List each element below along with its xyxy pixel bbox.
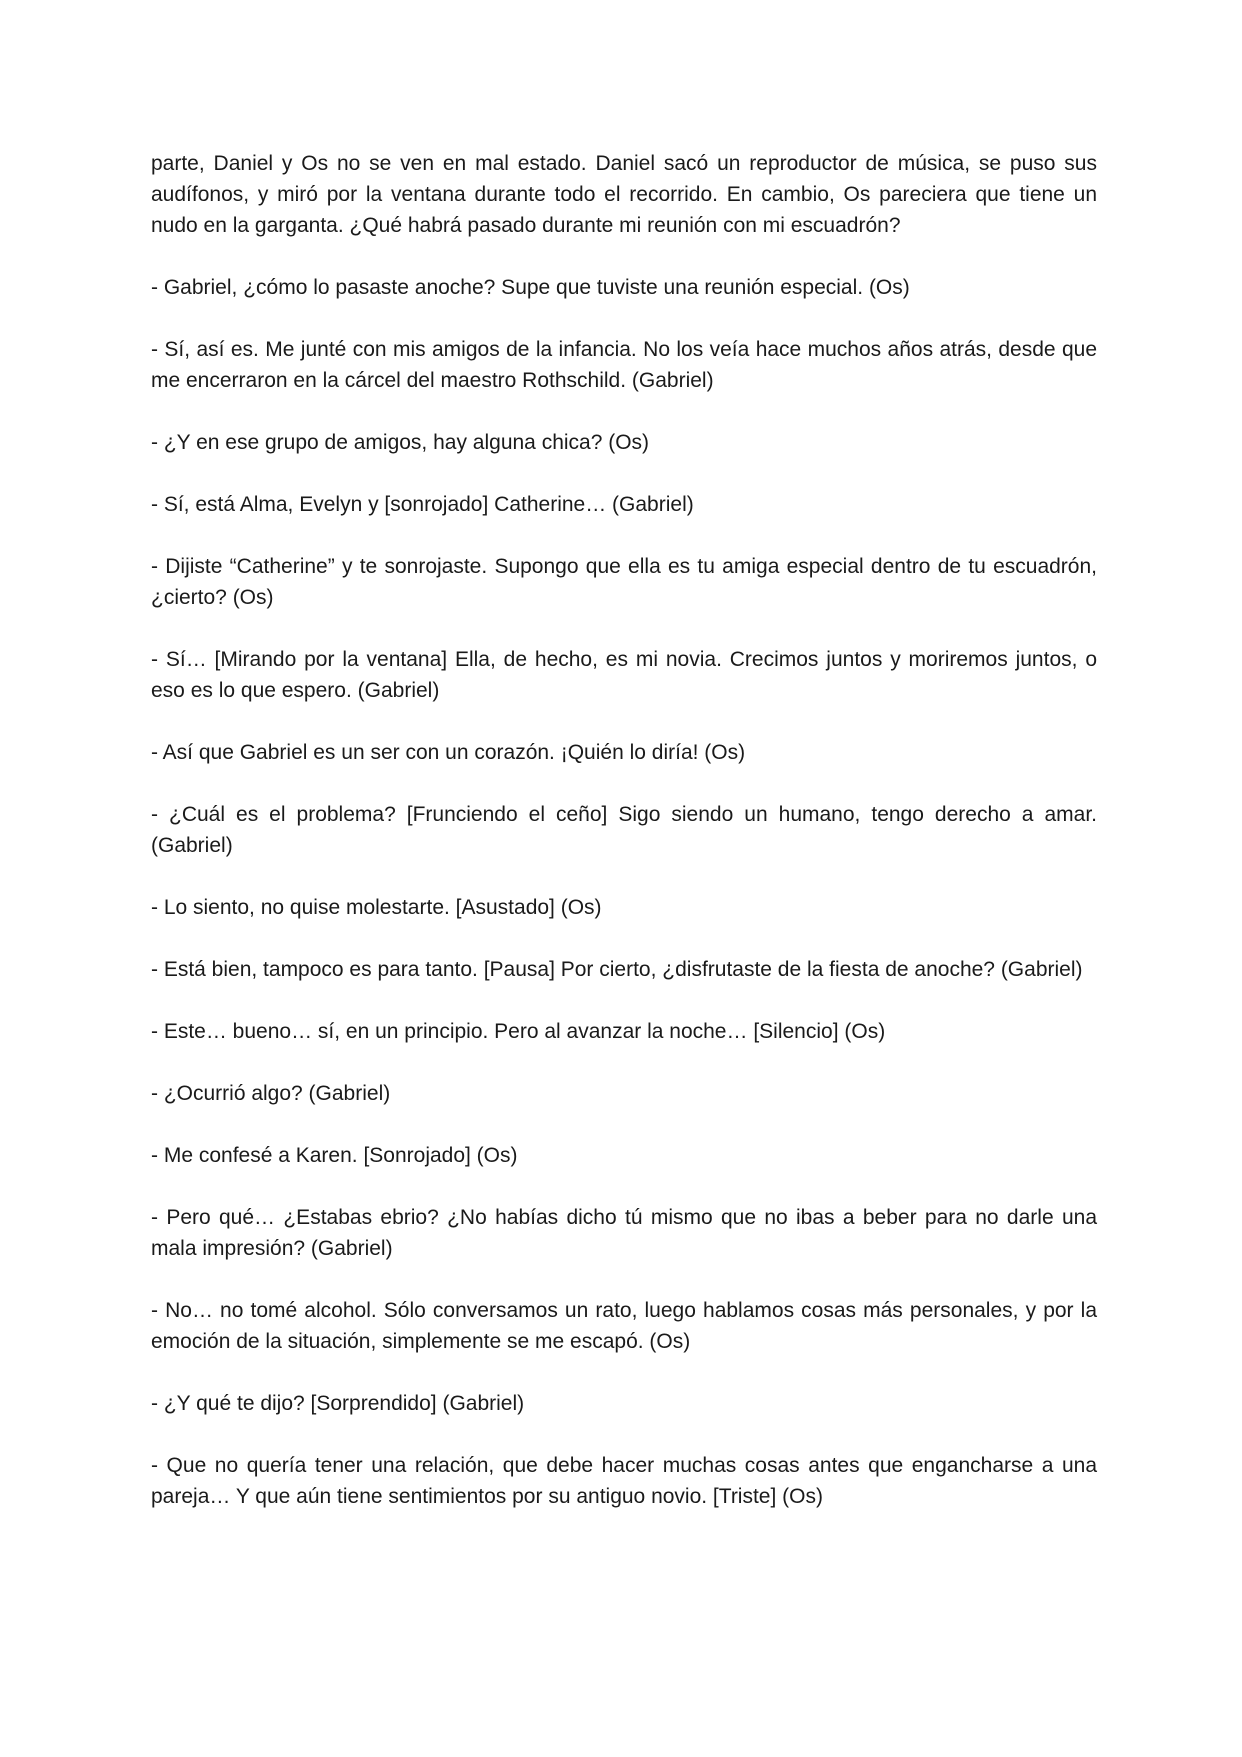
paragraph-narration: parte, Daniel y Os no se ven en mal estado. Daniel sacó un reproductor de música, se puso sus audífonos, y miró por la ventana durante todo el recorrido. En cambio, Os pareciera que tiene un nudo en la garganta. ¿Qué habrá pasado durante mi reunión con mi escuadrón? (151, 152, 1097, 237)
paragraph-dialogue: - Este… bueno… sí, en un principio. Pero al avanzar la noche… [Silencio] (Os) (151, 1020, 886, 1043)
paragraph-dialogue: - Está bien, tampoco es para tanto. [Pausa] Por cierto, ¿disfrutaste de la fiesta de anoche? (Gabriel) (151, 958, 1083, 981)
paragraph-dialogue: - Me confesé a Karen. [Sonrojado] (Os) (151, 1144, 518, 1167)
paragraph-dialogue: - Sí, así es. Me junté con mis amigos de la infancia. No los veía hace muchos años atrás, desde que me encerraron en la cárcel del maestro Rothschild. (Gabriel) (151, 338, 1097, 392)
paragraph-dialogue: - Así que Gabriel es un ser con un corazón. ¡Quién lo diría! (Os) (151, 741, 746, 764)
paragraph-dialogue: - Gabriel, ¿cómo lo pasaste anoche? Supe que tuviste una reunión especial. (Os) (151, 276, 910, 299)
paragraph-dialogue: - ¿Cuál es el problema? [Frunciendo el ceño] Sigo siendo un humano, tengo derecho a amar. (Gabriel) (151, 803, 1097, 857)
document-body (151, 148, 1097, 1543)
paragraph-dialogue: - Dijiste “Catherine” y te sonrojaste. Supongo que ella es tu amiga especial dentro de tu escuadrón, ¿cierto? (Os) (151, 555, 1097, 609)
paragraph-dialogue: - Sí, está Alma, Evelyn y [sonrojado] Catherine… (Gabriel) (151, 493, 694, 516)
paragraph-dialogue: - Pero qué… ¿Estabas ebrio? ¿No habías dicho tú mismo que no ibas a beber para no darle una mala impresión? (Gabriel) (151, 1206, 1097, 1260)
paragraph-dialogue: - Sí… [Mirando por la ventana] Ella, de hecho, es mi novia. Crecimos juntos y moriremos juntos, o eso es lo que espero. (Gabriel) (151, 648, 1097, 702)
paragraph-dialogue: - Lo siento, no quise molestarte. [Asustado] (Os) (151, 896, 602, 919)
paragraph-dialogue: - ¿Ocurrió algo? (Gabriel) (151, 1082, 391, 1105)
paragraph-dialogue: - No… no tomé alcohol. Sólo conversamos un rato, luego hablamos cosas más personales, y por la emoción de la situación, simplemente se me escapó. (Os) (151, 1299, 1097, 1353)
paragraph-dialogue: - Que no quería tener una relación, que debe hacer muchas cosas antes que engancharse a una pareja… Y que aún tiene sentimientos por su antiguo novio. [Triste] (Os) (151, 1454, 1097, 1508)
paragraph-dialogue: - ¿Y qué te dijo? [Sorprendido] (Gabriel) (151, 1392, 525, 1415)
paragraph-dialogue: - ¿Y en ese grupo de amigos, hay alguna chica? (Os) (151, 431, 650, 454)
